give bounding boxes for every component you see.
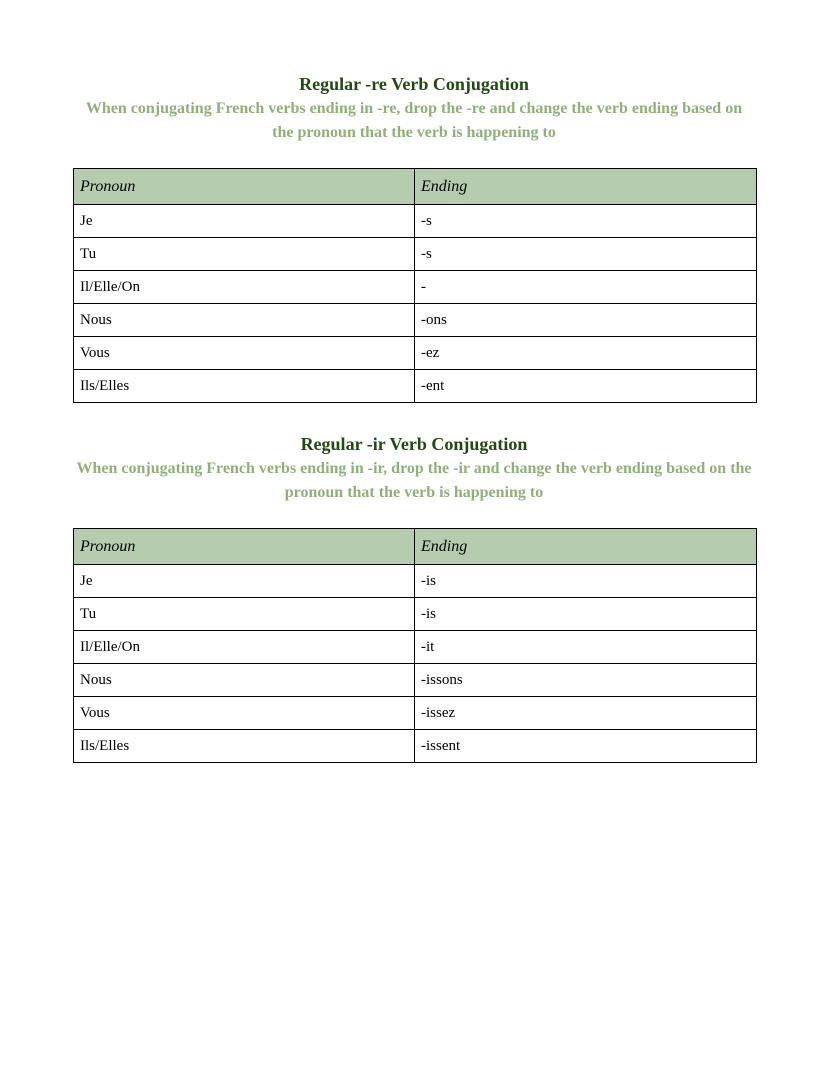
section-re-verbs (0, 73, 828, 394)
section-title: Regular -re Verb Conjugation (299, 74, 529, 94)
table-row (74, 370, 757, 403)
ending-cell: -is (415, 598, 757, 631)
header-cell-pronoun: Pronoun (74, 169, 415, 205)
ending-cell: -it (415, 631, 757, 664)
pronoun-cell: Ils/Elles (74, 730, 415, 763)
table-row (74, 205, 757, 238)
pronoun-cell: Je (74, 565, 415, 598)
table-row (74, 304, 757, 337)
table-row (74, 337, 757, 370)
table-header-row (74, 169, 757, 205)
pronoun-cell: Il/Elle/On (74, 631, 415, 664)
table-row (74, 271, 757, 304)
section-title: Regular -ir Verb Conjugation (300, 434, 528, 454)
ending-cell: -ent (415, 370, 757, 403)
pronoun-cell: Nous (74, 304, 415, 337)
conjugation-table-ir (73, 528, 757, 763)
table-row (74, 730, 757, 763)
table-row (74, 664, 757, 697)
pronoun-cell: Ils/Elles (74, 370, 415, 403)
pronoun-cell: Nous (74, 664, 415, 697)
pronoun-cell: Vous (74, 697, 415, 730)
pronoun-cell: Tu (74, 238, 415, 271)
pronoun-cell: Vous (74, 337, 415, 370)
ending-cell: -s (415, 205, 757, 238)
pronoun-cell: Je (74, 205, 415, 238)
section-subtitle: When conjugating French verbs ending in -ir, drop the -ir and change the verb ending based on the pronoun that the verb is happening to (76, 460, 752, 501)
ending-cell: -issent (415, 730, 757, 763)
pronoun-cell: Tu (74, 598, 415, 631)
header-cell-ending: Ending (415, 529, 757, 565)
table-row (74, 631, 757, 664)
table-row (74, 697, 757, 730)
section-ir-verbs (0, 433, 828, 754)
ending-cell: - (415, 271, 757, 304)
table-header-row (74, 529, 757, 565)
ending-cell: -is (415, 565, 757, 598)
conjugation-table-re (73, 168, 757, 403)
table-row (74, 565, 757, 598)
ending-cell: -ez (415, 337, 757, 370)
pronoun-cell: Il/Elle/On (74, 271, 415, 304)
header-cell-pronoun: Pronoun (74, 529, 415, 565)
section-subtitle: When conjugating French verbs ending in -re, drop the -re and change the verb ending based on the pronoun that the verb is happening to (85, 100, 743, 141)
ending-cell: -ons (415, 304, 757, 337)
table-row (74, 238, 757, 271)
ending-cell: -issez (415, 697, 757, 730)
table-row (74, 598, 757, 631)
ending-cell: -s (415, 238, 757, 271)
ending-cell: -issons (415, 664, 757, 697)
header-cell-ending: Ending (415, 169, 757, 205)
